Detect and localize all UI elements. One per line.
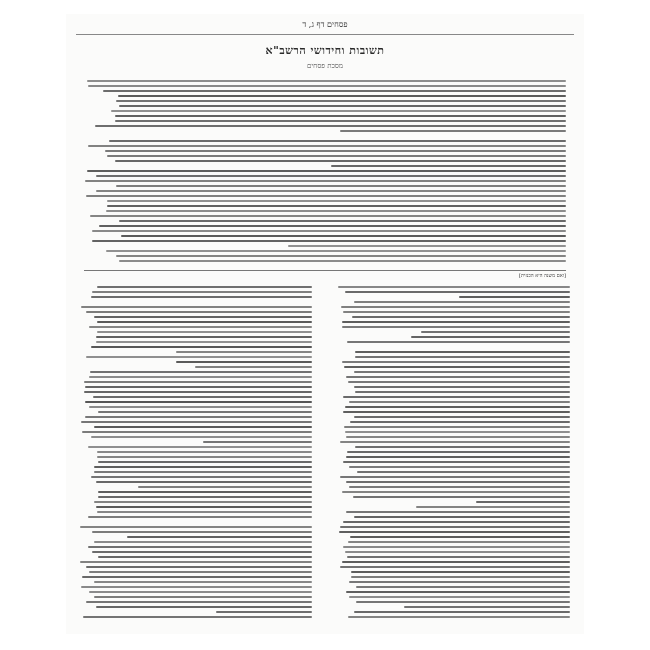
text-line — [103, 90, 566, 92]
text-line — [340, 526, 570, 528]
text-line — [354, 301, 570, 303]
text-line — [340, 130, 566, 132]
text-line — [85, 401, 312, 403]
text-line — [176, 351, 312, 353]
text-line — [346, 591, 570, 593]
text-line — [86, 356, 312, 358]
text-line — [176, 361, 312, 363]
text-line — [354, 371, 570, 373]
text-line — [92, 230, 566, 232]
text-line — [344, 426, 570, 428]
text-line — [89, 326, 312, 328]
text-line — [349, 581, 570, 583]
text-line — [356, 601, 570, 603]
text-line — [109, 140, 566, 142]
text-line — [203, 441, 312, 443]
text-line — [96, 506, 312, 508]
text-line — [85, 416, 312, 418]
text-column-right — [338, 286, 570, 624]
text-line — [97, 451, 312, 453]
text-line — [331, 165, 566, 167]
text-line — [340, 441, 570, 443]
text-line — [98, 411, 312, 413]
text-line — [350, 421, 570, 423]
text-line — [339, 531, 570, 533]
text-line — [82, 576, 312, 578]
text-line — [343, 396, 570, 398]
text-line — [97, 456, 312, 458]
text-line — [355, 446, 570, 448]
text-line — [97, 331, 312, 333]
text-line — [84, 391, 312, 393]
text-line — [98, 556, 312, 558]
text-line — [80, 521, 312, 523]
text-line — [288, 245, 566, 247]
text-line — [349, 466, 570, 468]
text-line — [347, 451, 570, 453]
text-line — [338, 286, 570, 288]
running-head: פסחים דף ג, ד — [76, 20, 574, 35]
text-line — [344, 366, 570, 368]
text-line — [116, 255, 566, 257]
text-line — [346, 511, 570, 513]
text-line — [94, 596, 312, 598]
text-line — [353, 496, 570, 498]
text-line — [89, 376, 312, 378]
text-line — [81, 306, 312, 308]
text-line — [98, 491, 312, 493]
text-line — [105, 150, 566, 152]
text-line — [98, 496, 312, 498]
text-line — [94, 316, 312, 318]
text-line — [99, 225, 566, 227]
text-line — [88, 145, 566, 147]
text-line — [92, 531, 312, 533]
text-line — [343, 311, 570, 313]
text-line — [346, 481, 570, 483]
text-line — [88, 516, 312, 518]
text-line — [348, 381, 570, 383]
text-line — [90, 371, 312, 373]
text-line — [96, 606, 312, 608]
text-line — [343, 521, 570, 523]
text-line — [342, 326, 570, 328]
text-line — [342, 491, 570, 493]
text-line — [352, 316, 570, 318]
text-line — [84, 135, 566, 137]
text-line — [347, 556, 570, 558]
text-line — [216, 611, 312, 613]
text-line — [92, 551, 312, 553]
text-line — [346, 436, 570, 438]
text-line — [349, 596, 570, 598]
text-line — [354, 416, 570, 418]
text-line — [346, 376, 570, 378]
text-line — [421, 331, 570, 333]
text-line — [83, 616, 312, 618]
text-line — [89, 406, 312, 408]
text-line — [89, 571, 312, 573]
intro-text-block — [84, 80, 566, 268]
text-line — [81, 421, 312, 423]
book-page — [66, 14, 584, 634]
text-line — [345, 431, 570, 433]
text-line — [342, 361, 570, 363]
text-line — [345, 551, 570, 553]
text-line — [354, 516, 570, 518]
text-line — [90, 215, 566, 217]
text-line — [80, 526, 312, 528]
text-line — [86, 195, 566, 197]
text-line — [356, 586, 570, 588]
text-line — [345, 291, 570, 293]
text-line — [119, 220, 566, 222]
text-line — [347, 341, 570, 343]
text-line — [351, 571, 570, 573]
text-line — [85, 180, 566, 182]
text-line — [357, 471, 570, 473]
text-line — [107, 155, 566, 157]
text-line — [107, 205, 566, 207]
text-line — [342, 561, 570, 563]
text-line — [115, 120, 566, 122]
text-line — [341, 306, 570, 308]
text-line — [96, 336, 312, 338]
text-line — [116, 185, 566, 187]
text-line — [349, 401, 570, 403]
text-line — [91, 296, 312, 298]
text-line — [127, 536, 312, 538]
text-line — [96, 190, 566, 192]
text-line — [346, 456, 570, 458]
text-line — [111, 110, 566, 112]
text-line — [119, 105, 566, 107]
text-line — [349, 486, 570, 488]
text-line — [88, 546, 312, 548]
text-line — [476, 501, 570, 503]
text-line — [354, 611, 570, 613]
text-line — [80, 561, 312, 563]
text-line — [342, 321, 570, 323]
text-line — [97, 511, 312, 513]
text-line — [345, 406, 570, 408]
text-line — [81, 586, 312, 588]
text-line — [107, 200, 566, 202]
text-line — [96, 481, 312, 483]
text-line — [348, 616, 570, 618]
text-line — [106, 250, 566, 252]
page-title: תשובות וחידושי הרשב"א — [265, 44, 385, 57]
text-line — [351, 576, 570, 578]
text-line — [355, 391, 570, 393]
text-line — [411, 336, 570, 338]
text-line — [95, 125, 566, 127]
text-line — [97, 286, 312, 288]
page-subtitle: מסכת פסחים — [306, 62, 344, 70]
text-line — [80, 301, 312, 303]
text-line — [116, 100, 566, 102]
text-line — [98, 461, 312, 463]
text-line — [96, 341, 312, 343]
text-line — [115, 160, 566, 162]
text-line — [94, 426, 312, 428]
text-line — [343, 461, 570, 463]
text-line — [94, 471, 312, 473]
text-line — [87, 170, 566, 172]
text-line — [93, 396, 312, 398]
text-line — [89, 591, 312, 593]
text-line — [91, 436, 312, 438]
text-line — [84, 381, 312, 383]
text-column-left — [80, 286, 312, 624]
text-line — [340, 566, 570, 568]
text-line — [92, 240, 566, 242]
text-line — [91, 346, 312, 348]
text-line — [343, 411, 570, 413]
text-line — [87, 80, 566, 82]
text-line — [91, 476, 312, 478]
text-line — [118, 95, 566, 97]
text-line — [404, 606, 570, 608]
text-line — [195, 366, 312, 368]
text-line — [350, 536, 570, 538]
text-line — [348, 541, 570, 543]
text-line — [94, 581, 312, 583]
text-line — [115, 115, 566, 117]
text-line — [97, 321, 312, 323]
text-line — [86, 566, 312, 568]
text-line — [355, 351, 570, 353]
text-line — [94, 466, 312, 468]
text-line — [354, 386, 570, 388]
text-line — [338, 346, 570, 348]
text-line — [94, 541, 312, 543]
text-line — [416, 506, 570, 508]
text-line — [88, 85, 566, 87]
text-line — [94, 501, 312, 503]
text-line — [92, 291, 312, 293]
text-line — [119, 260, 566, 262]
text-line — [82, 431, 312, 433]
text-line — [106, 210, 566, 212]
text-line — [88, 446, 312, 448]
text-line — [96, 175, 566, 177]
text-line — [86, 601, 312, 603]
text-line — [343, 546, 570, 548]
text-line — [340, 476, 570, 478]
text-line — [86, 311, 312, 313]
text-line — [121, 235, 566, 237]
text-line — [459, 296, 570, 298]
text-line — [355, 356, 570, 358]
footnote: [ואם משנה היא הכנזית] — [84, 270, 566, 281]
text-line — [138, 486, 312, 488]
text-line — [85, 386, 312, 388]
